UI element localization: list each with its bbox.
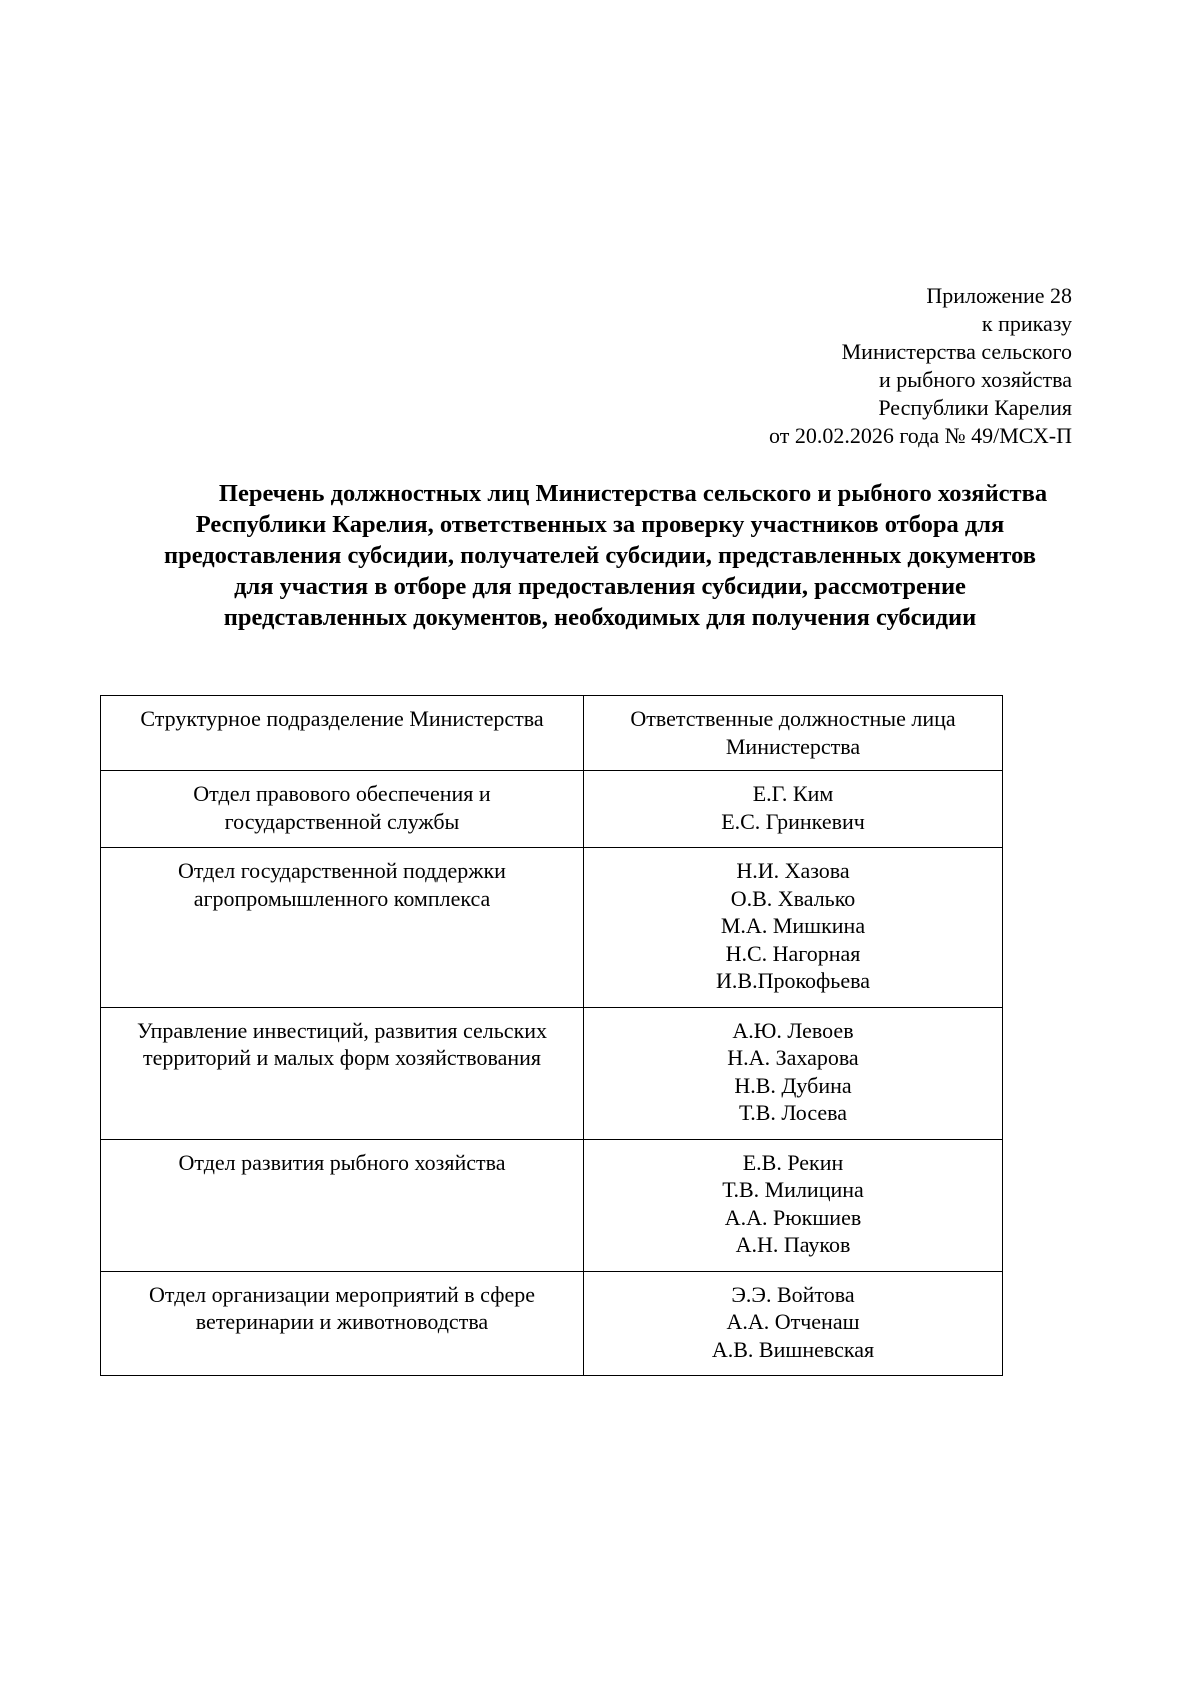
official-name: О.В. Хвалько [730, 885, 856, 911]
table-row [101, 1139, 1003, 1271]
department-text: Отдел государственной поддержки [178, 858, 506, 883]
official-name: Е.В. Рекин [742, 1149, 844, 1175]
header-department [101, 696, 584, 771]
officials-cell [584, 1271, 1003, 1376]
header-officials [584, 696, 1003, 771]
official-name: А.А. Рюкшиев [724, 1204, 862, 1230]
table-row [101, 1007, 1003, 1139]
department-cell [101, 1139, 584, 1271]
official-name: А.В. Вишневская [711, 1336, 875, 1362]
header-department-text: Структурное подразделение Министерства [140, 706, 544, 731]
officials-table [100, 695, 1003, 1376]
title-line: представленных документов, необходимых для получения субсидии [223, 604, 977, 631]
table-row [101, 1271, 1003, 1376]
department-cell [101, 848, 584, 1008]
department-cell [101, 1007, 584, 1139]
officials-cell [584, 848, 1003, 1008]
official-name: Н.В. Дубина [734, 1072, 852, 1098]
department-text: территорий и малых форм хозяйствования [142, 1045, 542, 1070]
table-row [101, 771, 1003, 848]
header-officials-text: Ответственные должностные лица [630, 706, 956, 731]
official-name: Е.Г. Ким [752, 781, 834, 806]
official-name: И.В.Прокофьева [716, 968, 870, 993]
title-line: предоставления субсидии, получателей субсидии, представленных документов [164, 542, 1036, 569]
official-name: Н.С. Нагорная [725, 940, 861, 966]
appendix-block [572, 282, 1072, 450]
header-officials-text: Министерства [725, 733, 861, 759]
department-text: государственной службы [224, 808, 460, 834]
appendix-line: к приказу [981, 311, 1072, 336]
department-cell [101, 1271, 584, 1376]
official-name: А.Ю. Левоев [732, 1017, 854, 1043]
department-text: агропромышленного комплекса [193, 885, 491, 911]
appendix-line: Республики Карелия [878, 395, 1072, 420]
department-cell [101, 771, 584, 848]
title-line: Перечень должностных лиц Министерства сельского и рыбного хозяйства [218, 480, 1048, 507]
department-text: Отдел правового обеспечения и [193, 781, 491, 806]
appendix-line: от 20.02.2026 года № 49/МСХ-П [769, 423, 1072, 448]
title-line: для участия в отборе для предоставления субсидии, рассмотрение [234, 573, 966, 600]
official-name: М.А. Мишкина [720, 913, 866, 938]
appendix-line: Министерства сельского [841, 339, 1072, 364]
table-header-row [101, 696, 1003, 771]
official-name: Т.В. Милицина [722, 1177, 864, 1202]
officials-cell [584, 1007, 1003, 1139]
officials-cell [584, 771, 1003, 848]
official-name: Н.А. Захарова [727, 1045, 859, 1070]
officials-cell [584, 1139, 1003, 1271]
official-name: А.Н. Пауков [735, 1232, 851, 1257]
official-name: Е.С. Гринкевич [721, 808, 865, 834]
department-text: Отдел организации мероприятий в сфере [149, 1281, 535, 1307]
title-line: Республики Карелия, ответственных за проверку участников отбора для [195, 511, 1005, 538]
document-title [100, 478, 1100, 633]
official-name: Т.В. Лосева [739, 1100, 847, 1125]
table-row [101, 848, 1003, 1008]
department-text: ветеринарии и животноводства [195, 1309, 489, 1334]
department-text: Отдел развития рыбного хозяйства [178, 1149, 506, 1175]
official-name: Э.Э. Войтова [731, 1281, 855, 1307]
appendix-line: и рыбного хозяйства [879, 367, 1072, 392]
official-name: А.А. Отченаш [726, 1309, 860, 1334]
official-name: Н.И. Хазова [736, 858, 850, 883]
department-text: Управление инвестиций, развития сельских [136, 1017, 548, 1043]
appendix-line: Приложение 28 [926, 283, 1072, 308]
